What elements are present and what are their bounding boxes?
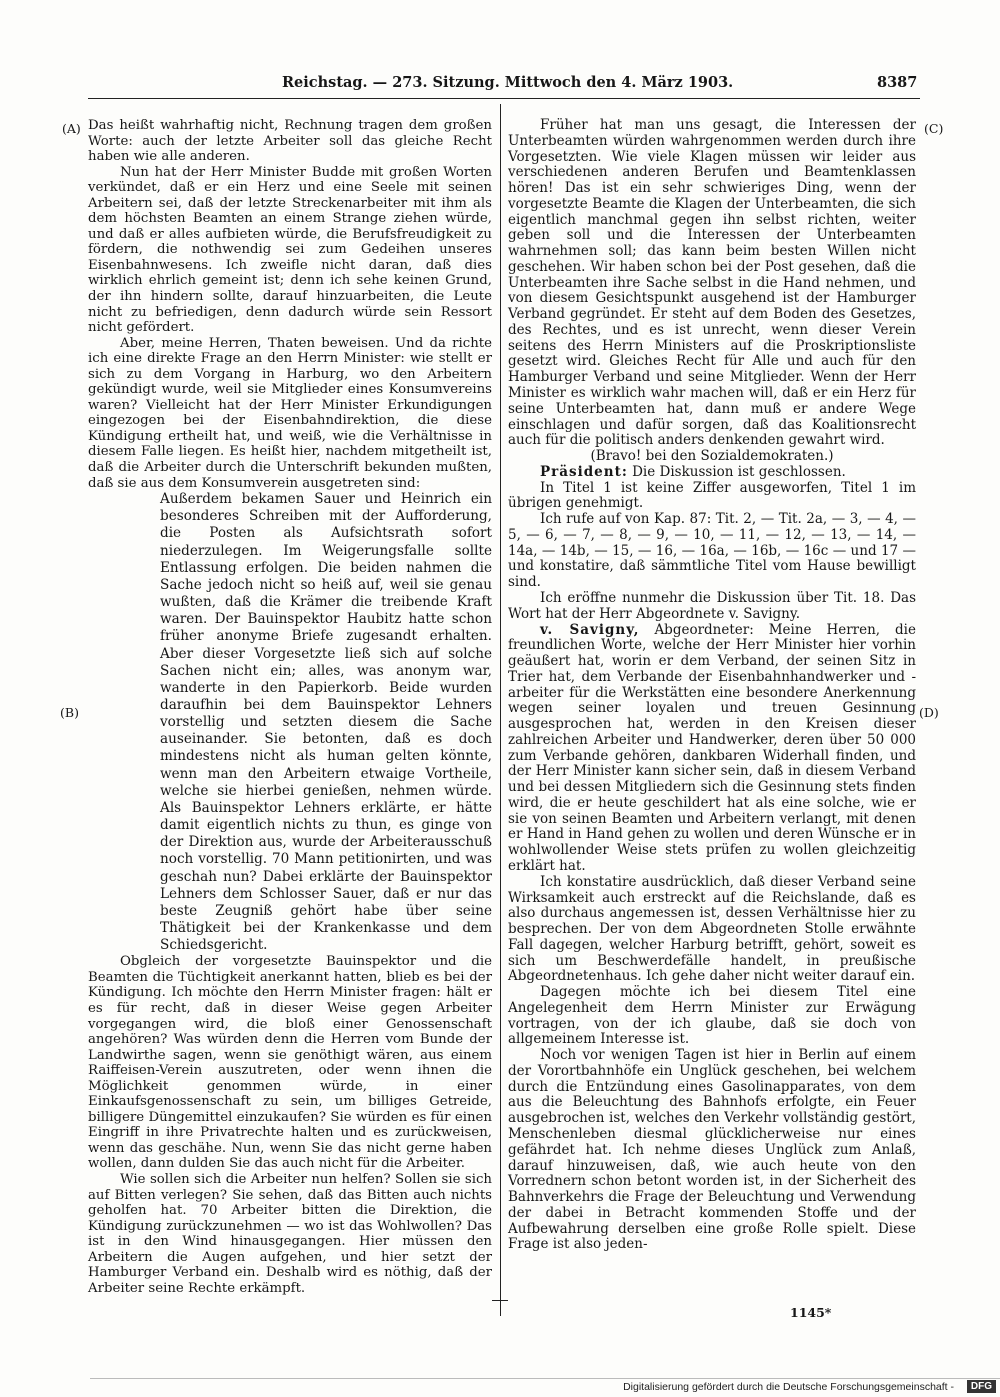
president-text: Die Diskussion ist geschlossen. xyxy=(632,463,846,480)
right-column xyxy=(508,118,916,1253)
column-divider xyxy=(500,104,501,1316)
digitization-credit: Digitalisierung gefördert durch die Deutsche Forschungsgemeinschaft - xyxy=(623,1381,954,1393)
header-rule xyxy=(88,98,920,99)
paragraph: Nun hat der Herr Minister Budde mit großen Worten verkündet, daß er ein Herz und eine Seele mit seinen Arbeitern sei, daß der letzte Streckenarbeiter mit ihm als dem höchsten Beamten an einem Strange ziehen würde, und daß er alles aufbieten würde, die Berufsfreudigkeit zu fördern, die nothwendig sei zum Gedeihen unseres Eisenbahnwesens. Ich zweifle nicht daran, daß dies wirklich ehrlich gemeint ist; denn ich sehe keinen Grund, der ihn hindern sollte, darauf hinzuarbeiten, die Leute nicht zu befriedigen, denn dadurch würde sein Ressort nicht gefördert. xyxy=(88,164,492,336)
dfg-logo: DFG xyxy=(967,1380,996,1393)
paragraph: Ich konstatire ausdrücklich, daß dieser Verband seine Wirksamkeit auch erstreckt auf die Reichslande, daß es also durchaus angemessen ist, dessen Verhältnisse hier zu besprechen. Der von dem Abgeordneten Stolle erwähnte Fall dagegen, welcher Harburg betrifft, gehört, soweit es sich um Beschwerdefälle handelt, in preußische Abgeordnetenhaus. Ich gehe daher nicht weiter darauf ein. xyxy=(508,873,916,985)
paragraph: Aber, meine Herren, Thaten beweisen. Und da richte ich eine direkte Frage an den Herrn Minister: wie stellt er sich zu dem Vorgang in Harburg, wo den Arbeitern gekündigt wurde, weil sie Mitglieder eines Konsumvereins waren? Vielleicht hat der Herr Minister Erkundigungen eingezogen bei der Eisenbahndirektion, die diese Kündigung ertheilt hat, und weiß, wie die Verhältnisse in diesem Falle liegen. Es heißt hier, nachdem mitgetheilt ist, daß die Arbeiter durch die Unterschrift bekunden mußten, daß sie aus dem Konsumverein ausgetreten sind: xyxy=(88,335,492,491)
paragraph: Früher hat man uns gesagt, die Interessen der Unterbeamten würden wahrgenommen werden durch ihre Vorgesetzten. Wie viele Klagen müssen wir leider aus verschiedenen anderen Berufen und Beamtenklassen hören! Das ist ein sehr schwieriges Ding, wenn der vorgesetzte Beamte die Klagen der Unterbeamten, die sich eigentlich manchmal gegen ihn selbst richten, weiter geben soll und die Interessen der Unterbeamten wahrnehmen soll; das kann beim besten Willen nicht geschehen. Wir haben schon bei der Post gesehen, daß die Unterbeamten ihre Sache selbst in die Hand nehmen, und von diesem Gesichtspunkt ausgehend ist der Hamburger Verband gegründet. Er steht auf dem Boden des Gesetzes, des Rechtes, und es ist unrecht, wenn dieser Verein seitens des Herrn Ministers auf die Proskriptionsliste gesetzt wird. Gleiches Recht für Alle und auch für den Hamburger Verband und seine Mitglieder. Wenn der Herr Minister es wirklich wahr machen will, daß er ein Herz für seine Unterbeamten hat, dann muß er andere Wege einschlagen und dafür sorgen, daß das Koalitionsrecht auch für die politisch anders denkenden gewahrt wird. xyxy=(508,117,916,449)
president-paragraph xyxy=(508,465,916,481)
speech-text: Abgeordneter: Meine Herren, die freundlichen Worte, welche der Herr Minister hier vorhin geäußert hat, worin er dem Verband, der seinen Sitz in Trier hat, dem Verbande der Eisenbahnhandwerker und -arbeiter für die Werkstätten eine besondere Anerkennung wegen seiner loyalen und treuen Gesinnung ausgesprochen hat, werden in den Kreisen dieser zahlreichen Arbeiter und Handwerker, deren über 50 000 zum Verbande gehören, dankbaren Widerhall finden, und der Herr Minister kann sicher sein, daß in diesem Verband und bei dessen Mitgliedern sich die Gesinnung stets finden wird, die er heute geschildert hat als eine solche, wie er sie von seinen Beamten und Arbeitern verlangt, mit denen er Hand in Hand gehen zu wollen und deren Wünsche er in wohlwollender Weise stets prüfen zu wollen gleichzeitig erklärt hat. xyxy=(508,621,916,874)
footer-rule xyxy=(90,1378,1000,1379)
quotation xyxy=(160,491,492,954)
sheet-number: 1145* xyxy=(790,1305,832,1320)
paragraph: Dagegen möchte ich bei diesem Titel eine Angelegenheit dem Herrn Minister zur Erwägung vortragen, von der ich glaube, daß sie doch von allgemeinem Interesse ist. xyxy=(508,984,916,1048)
speaker-paragraph xyxy=(508,623,916,875)
margin-marker-c: (C) xyxy=(924,121,944,136)
margin-marker-d: (D) xyxy=(919,705,939,720)
margin-marker-a: (A) xyxy=(62,121,81,136)
applause-note: (Bravo! bei den Sozialdemokraten.) xyxy=(590,448,834,465)
page-number: 8387 xyxy=(877,74,918,91)
speaker-label: v. Savigny, xyxy=(540,621,640,638)
paragraph: Noch vor wenigen Tagen ist hier in Berlin auf einem der Vorortbahnhöfe ein Unglück geschehen, bei welchem durch die Entzündung eines Gasolinapparates, von dem aus die Beleuchtung des Bahnhofs erfolgte, ein Feuer ausgebrochen ist, welches den Verkehr vollständig gestört, Menschenleben diesmal glücklicherweise nur eines gefährdet hat. Ich nehme dieses Unglück zum Anlaß, darauf hinzuweisen, daß, wie auch heute von den Vorrednern schon betont worden ist, in der Sicherheit des Bahnverkehrs die Frage der Beleuchtung und Verwendung der dabei in Betracht kommenden Stoffe und der Aufbewahrung derselben eine große Rolle spielt. Diese Frage ist also jeden- xyxy=(508,1047,916,1253)
column-divider-foot xyxy=(492,1300,508,1301)
paragraph: Das heißt wahrhaftig nicht, Rechnung tragen dem großen Worte: auch der letzte Arbeiter soll das gleiche Recht haben wie alle anderen. xyxy=(88,118,492,165)
margin-marker-b: (B) xyxy=(60,705,79,720)
quotation-text: Außerdem bekamen Sauer und Heinrich ein besonderes Schreiben mit der Aufforderung, die Posten als Aufsichtsrath sofort niederzulegen. Im Weigerungsfalle sollte Entlassung erfolgen. Die beiden nahmen die Sache jedoch nicht so heiß auf, weil sie genau wußten, daß die Krämer die treibende Kraft waren. Der Bauinspektor Haubitz hatte schon früher anonyme Briefe zugesandt erhalten. Aber dieser Vorgesetzte ließ sich auf solche Sachen nicht ein; alles, was anonym war, wanderte in den Papierkorb. Beide wurden daraufhin bei dem Bauinspektor Lehners vorstellig und setzten diesem die Sache auseinander. Sie betonten, daß es doch mindestens nicht als human gelten könnte, wenn man den Arbeitern etwaige Vortheile, welche sie hierbei genießen, nehmen würde. Als Bauinspektor Lehners erklärte, er hätte damit eigentlich nichts zu thun, es ginge von der Direktion aus, wurde der Arbeiterausschuß noch vorstellig. 70 Mann petitionirten, und was geschah nun? Dabei erklärte der Bauinspektor Lehners dem Schlosser Sauer, daß er nur das beste Zeugniß gehört habe über seine Thätigkeit bei der Krankenkasse und dem Schiedsgericht. xyxy=(160,491,492,954)
running-header: Reichstag. — 273. Sitzung. Mittwoch den 4. März 1903. xyxy=(282,74,734,91)
paragraph: Ich rufe auf von Kap. 87: Tit. 2, — Tit. 2a, — 3, — 4, — 5, — 6, — 7, — 8, — 9, — 10, — 11, — 12, — 13, — 14, — 14a, — 14b, — 15, — 16, — 16a, — 16b, — 16c — und 17 — und konstatire, daß sämmtliche Titel vom Hause bewilligt sind. xyxy=(508,511,916,591)
left-column xyxy=(88,118,492,1296)
speaker-label: Präsident: xyxy=(540,463,628,480)
paragraph: Obgleich der vorgesetzte Bauinspektor und die Beamten die Tüchtigkeit anerkannt hatten, blieb es bei der Kündigung. Ich möchte den Herrn Minister fragen: hält er es für recht, daß in dieser Weise gegen Arbeiter vorgegangen wird, die bloß einer Genossenschaft angehören? Was würden denn die Herren vom Bunde der Landwirthe sagen, wenn sie genöthigt wären, aus einem Raiffeisen-Verein auszutreten, oder wenn ihnen die Möglichkeit genommen würde, in einer Einkaufsgenossenschaft zu sein, um billiges Getreide, billigere Düngemittel einzukaufen? Sie würden es für einen Eingriff in ihre Privatrechte halten und es zurückweisen, wenn das geschähe. Nun, wenn Sie das nicht gerne haben wollen, dann dulden Sie das auch nicht für die Arbeiter. xyxy=(88,954,492,1172)
paragraph: In Titel 1 ist keine Ziffer ausgeworfen, Titel 1 im übrigen genehmigt. xyxy=(508,479,916,512)
paragraph: Ich eröffne nunmehr die Diskussion über Tit. 18. Das Wort hat der Herr Abgeordnete v. Savigny. xyxy=(508,589,916,622)
paragraph: Wie sollen sich die Arbeiter nun helfen? Sollen sie sich auf Bitten verlegen? Sie sehen, daß das Bitten auch nichts geholfen hat. 70 Arbeiter bitten die Direktion, die Kündigung zurückzunehmen — wo ist das Wohlwollen? Das ist in den Wind hinausgegangen. Hier müssen den Arbeitern die Augen aufgehen, und hier setzt der Hamburger Verband ein. Deshalb wird es nöthig, daß der Arbeiter seine Rechte erkämpft. xyxy=(88,1172,492,1296)
